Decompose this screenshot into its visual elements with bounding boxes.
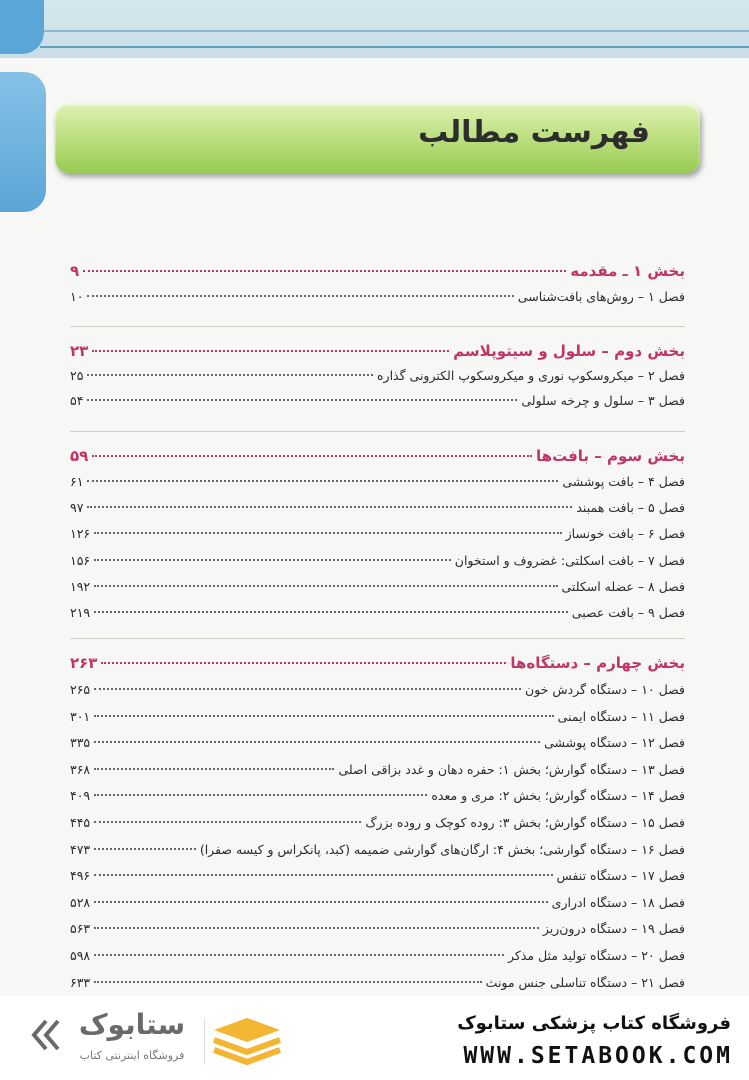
toc-chapter-row-page-number: ۹۷ xyxy=(70,500,84,516)
toc-chapter-row-page-number: ۴۹۶ xyxy=(70,868,91,884)
toc-chapter-row[interactable] xyxy=(70,474,685,489)
book-stack-logo-icon xyxy=(212,1016,282,1066)
corner-tab xyxy=(0,0,44,54)
dot-leader xyxy=(92,350,449,352)
dot-leader xyxy=(87,374,373,376)
page-title: فهرست مطالب xyxy=(418,115,650,150)
toc-chapter-row-page-number: ۵۶۳ xyxy=(70,921,91,937)
toc-chapter-row[interactable] xyxy=(70,975,685,990)
toc-chapter-row-title: فصل ۴ – بافت پوششی xyxy=(562,474,685,489)
toc-chapter-row-page-number: ۳۶۸ xyxy=(70,761,91,777)
toc-chapter-row-page-number: ۶۱ xyxy=(70,474,84,489)
toc-chapter-row-page-number: ۳۰۱ xyxy=(70,708,91,724)
section-divider xyxy=(70,326,685,327)
toc-part-heading-page-number: ۵۹ xyxy=(70,447,89,465)
dot-leader xyxy=(92,455,532,457)
toc-chapter-row[interactable] xyxy=(70,579,685,594)
toc-chapter-row-title: فصل ۱۷ – دستگاه تنفس xyxy=(556,868,685,884)
dot-leader xyxy=(94,768,334,770)
toc-part-heading-page-number: ۲۳ xyxy=(70,342,89,360)
footer-banner xyxy=(0,996,749,1080)
dot-leader xyxy=(94,741,540,743)
toc-chapter-row-title: فصل ۲۱ – دستگاه تناسلی جنس مونث xyxy=(485,974,685,990)
dot-leader xyxy=(94,981,482,983)
toc-part-heading[interactable] xyxy=(70,654,685,672)
dot-leader xyxy=(94,715,554,717)
toc-chapter-row-page-number: ۵۲۸ xyxy=(70,894,91,910)
toc-chapter-row-title: فصل ۸ – عضله اسکلتی xyxy=(561,578,685,594)
toc-chapter-row[interactable] xyxy=(70,393,685,408)
dot-leader xyxy=(83,270,566,272)
toc-chapter-row-title: فصل ۱۵ – دستگاه گوارش؛ بخش ۳: روده کوچک و روده بزرگ xyxy=(365,815,685,830)
toc-chapter-row-title: فصل ۱۹ – دستگاه درون‌ریز xyxy=(542,921,685,937)
toc-chapter-row-title: فصل ۱۳ – دستگاه گوارش؛ بخش ۱: حفره دهان و غدد بزاقی اصلی xyxy=(338,761,685,777)
dot-leader xyxy=(94,532,561,534)
toc-chapter-row[interactable] xyxy=(70,842,685,857)
toc-chapter-row-page-number: ۲۱۹ xyxy=(70,605,91,620)
toc-chapter-row-title: فصل ۱۶ – دستگاه گوارشی؛ بخش ۴: ارگان‌های گوارشی ضمیمه (کبد، پانکراس و کیسه صفرا) xyxy=(199,841,685,857)
toc-part-heading-title: بخش سوم – بافت‌ها xyxy=(536,447,685,465)
toc-chapter-row-title: فصل ۳ – سلول و چرخه سلولی xyxy=(521,392,685,408)
side-tab xyxy=(0,72,46,212)
dot-leader xyxy=(94,901,548,903)
dot-leader xyxy=(87,480,558,482)
toc-chapter-row-title: فصل ۱۱ – دستگاه ایمنی xyxy=(557,708,685,724)
toc-chapter-row-page-number: ۳۳۵ xyxy=(70,735,91,751)
toc-chapter-row-title: فصل ۱۴ – دستگاه گوارش؛ بخش ۲: مری و معده xyxy=(431,788,685,804)
toc-chapter-row[interactable] xyxy=(70,500,685,515)
toc-chapter-row-page-number: ۴۷۳ xyxy=(70,841,91,857)
logo-wordmark[interactable]: ستابوک xyxy=(78,1008,186,1041)
toc-chapter-row-page-number: ۱۰ xyxy=(70,289,84,304)
logo-subtitle: فروشگاه اینترنتی کتاب xyxy=(79,1049,185,1062)
section-divider xyxy=(70,638,685,639)
dot-leader xyxy=(94,848,196,850)
toc-chapter-row-title: فصل ۷ – بافت اسکلتی: غضروف و استخوان xyxy=(454,552,685,568)
dot-leader xyxy=(94,821,361,823)
dot-leader xyxy=(94,927,539,929)
toc-chapter-row-title: فصل ۵ – بافت همبند xyxy=(576,500,685,516)
toc-chapter-row-page-number: ۲۵ xyxy=(70,368,84,383)
shop-name: فروشگاه کتاب پزشکی ستابوک xyxy=(457,1013,731,1034)
dot-leader xyxy=(94,794,427,796)
toc-chapter-row[interactable] xyxy=(70,605,685,620)
toc-part-heading-page-number: ۲۶۳ xyxy=(70,654,98,672)
dot-leader xyxy=(94,611,568,613)
toc-chapter-row-page-number: ۱۲۶ xyxy=(70,526,91,542)
toc-chapter-row-page-number: ۴۰۹ xyxy=(70,788,91,804)
dot-leader xyxy=(101,662,506,664)
toc-chapter-row-title: فصل ۹ – بافت عصبی xyxy=(571,605,685,620)
toc-chapter-row-page-number: ۱۵۶ xyxy=(70,552,91,568)
toc-chapter-row[interactable] xyxy=(70,709,685,724)
toc-part-heading-page-number: ۹ xyxy=(70,262,80,280)
toc-chapter-row[interactable] xyxy=(70,526,685,541)
toc-chapter-row[interactable] xyxy=(70,868,685,883)
toc-chapter-row[interactable] xyxy=(70,553,685,568)
toc-chapter-row[interactable] xyxy=(70,682,685,697)
toc-chapter-row-title: فصل ۲ – میکروسکوپ نوری و میکروسکوپ الکترونی گذاره xyxy=(376,368,685,383)
toc-chapter-row[interactable] xyxy=(70,895,685,910)
toc-part-heading[interactable] xyxy=(70,342,685,360)
toc-chapter-row-page-number: ۶۳۳ xyxy=(70,974,91,990)
toc-chapter-row-page-number: ۵۹۸ xyxy=(70,948,91,963)
dot-leader xyxy=(94,585,557,587)
toc-chapter-row[interactable] xyxy=(70,921,685,936)
dot-leader xyxy=(94,559,451,561)
toc-chapter-row-title: فصل ۲۰ – دستگاه تولید مثل مذکر xyxy=(507,948,685,963)
toc-chapter-row-title: فصل ۱۰ – دستگاه گردش خون xyxy=(525,682,685,697)
toc-part-heading-title: بخش ۱ ـ مقدمه xyxy=(570,262,685,280)
section-divider xyxy=(70,431,685,432)
toc-part-heading[interactable] xyxy=(70,447,685,465)
dot-leader xyxy=(94,688,521,690)
dot-leader xyxy=(87,399,517,401)
toc-chapter-row-title: فصل ۱ – روش‌های بافت‌شناسی xyxy=(517,289,685,304)
toc-chapter-row-page-number: ۵۴ xyxy=(70,392,84,408)
shop-url[interactable]: WWW.SETABOOK.COM xyxy=(463,1043,733,1069)
dot-leader xyxy=(87,506,572,508)
toc-chapter-row-title: فصل ۶ – بافت خونساز xyxy=(565,526,685,542)
toc-chapter-row[interactable] xyxy=(70,368,685,383)
toc-chapter-row[interactable] xyxy=(70,762,685,777)
table-of-contents xyxy=(70,0,685,996)
toc-chapter-row[interactable] xyxy=(70,788,685,803)
toc-chapter-row[interactable] xyxy=(70,289,685,304)
toc-chapter-row[interactable] xyxy=(70,815,685,830)
toc-chapter-row-page-number: ۱۹۲ xyxy=(70,578,91,594)
toc-part-heading-title: بخش دوم – سلول و سیتوپلاسم xyxy=(453,342,685,360)
toc-part-heading[interactable] xyxy=(70,262,685,280)
toc-chapter-row[interactable] xyxy=(70,948,685,963)
toc-chapter-row-title: فصل ۱۸ – دستگاه ادراری xyxy=(551,894,685,910)
dot-leader xyxy=(87,295,513,297)
dot-leader xyxy=(94,874,552,876)
chevron-left-icon xyxy=(30,1018,62,1052)
dot-leader xyxy=(94,954,504,956)
logo-divider xyxy=(204,1018,205,1064)
toc-part-heading-title: بخش چهارم – دستگاه‌ها xyxy=(510,654,685,672)
toc-chapter-row-page-number: ۲۶۵ xyxy=(70,682,91,697)
toc-chapter-row-page-number: ۴۴۵ xyxy=(70,815,91,830)
toc-chapter-row-title: فصل ۱۲ – دستگاه پوششی xyxy=(544,735,685,751)
toc-chapter-row[interactable] xyxy=(70,735,685,750)
